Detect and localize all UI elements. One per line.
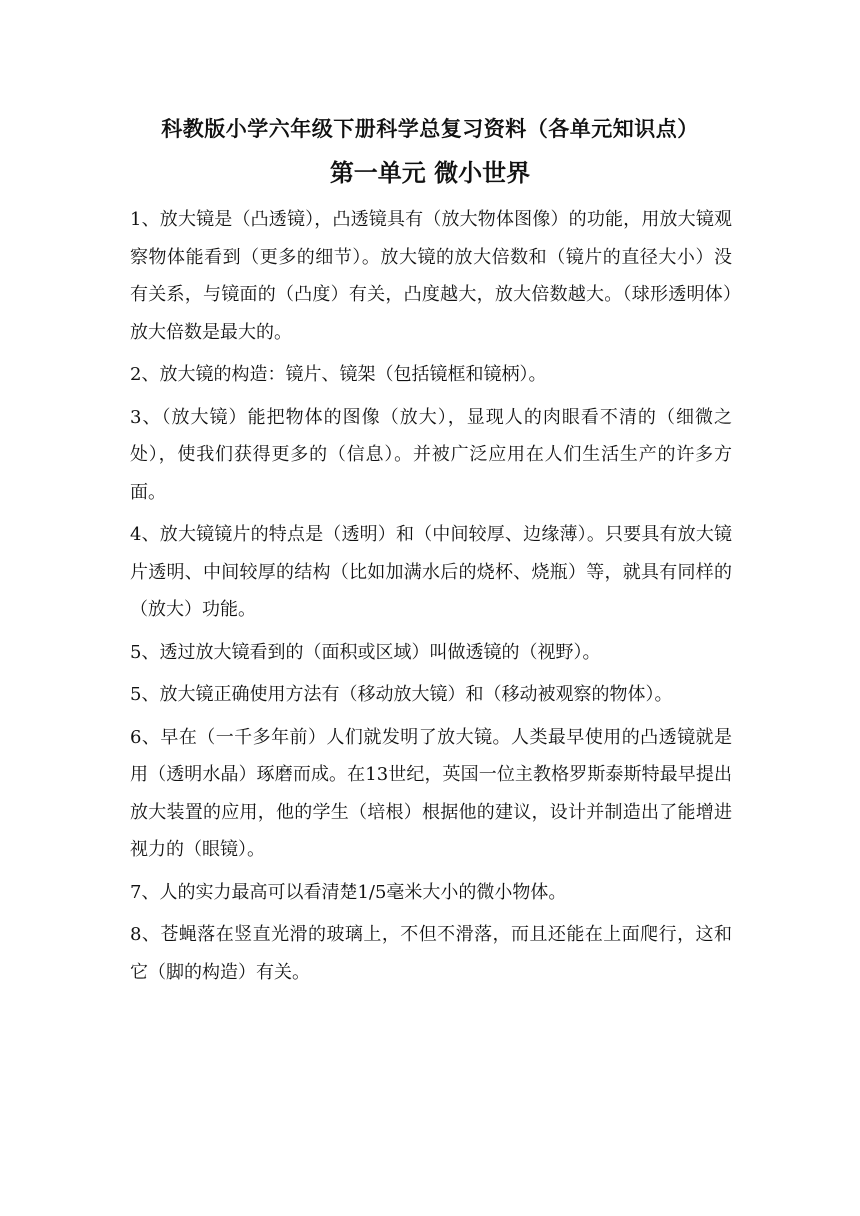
unit-title: 第一单元 微小世界 xyxy=(329,158,531,187)
document-body xyxy=(130,201,732,996)
document-title: 科教版小学六年级下册科学总复习资料（各单元知识点） xyxy=(161,116,699,141)
paragraph-2: 2、放大镜的构造：镜片、镜架（包括镜框和镜柄）。 xyxy=(130,364,547,385)
paragraph-9: 8、苍蝇落在竖直光滑的玻璃上，不但不滑落，而且还能在上面爬行，这和它（脚的构造）有关。 xyxy=(130,924,732,983)
paragraph-8: 7、人的实力最高可以看清楚1/5毫米大小的微小物体。 xyxy=(130,881,567,903)
paragraph-7: 6、早在（一千多年前）人们就发明了放大镜。人类最早使用的凸透镜就是用（透明水晶）琢磨而成。在13世纪，英国一位主教格罗斯泰斯特最早提出放大装置的应用，他的学生（培根）根据他的建议，设计并制造出了能增进视力的（眼镜）。 xyxy=(130,726,732,860)
paragraph-4: 4、放大镜镜片的特点是（透明）和（中间较厚、边缘薄）。只要具有放大镜片透明、中间较厚的结构（比如加满水后的烧杯、烧瓶）等，就具有同样的（放大）功能。 xyxy=(130,524,732,620)
paragraph-6: 5、放大镜正确使用方法有（移动放大镜）和（移动被观察的物体）。 xyxy=(130,684,673,705)
paragraph-5: 5、透过放大镜看到的（面积或区域）叫做透镜的（视野）。 xyxy=(130,641,601,663)
paragraph-1: 1、放大镜是（凸透镜），凸透镜具有（放大物体图像）的功能，用放大镜观察物体能看到（更多的细节）。放大镜的放大倍数和（镜片的直径大小）没有关系，与镜面的（凸度）有关，凸度越大，放大倍数越大。（球形透明体）放大倍数是最大的。 xyxy=(130,209,732,343)
paragraph-3: 3、（放大镜）能把物体的图像（放大），显现人的肉眼看不清的（细微之处），使我们获得更多的（信息）。并被广泛应用在人们生活生产的许多方面。 xyxy=(130,406,732,503)
